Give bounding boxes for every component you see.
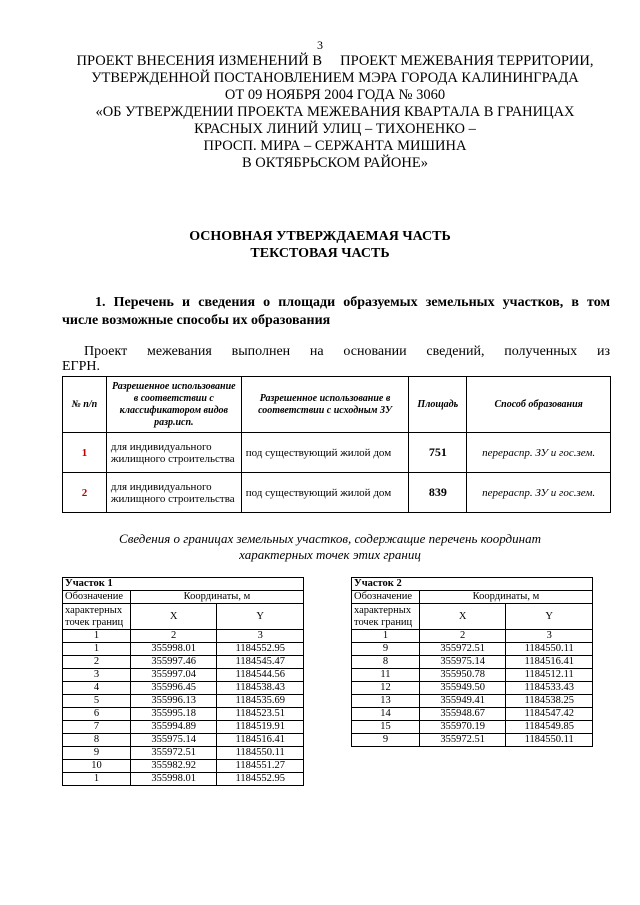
y-coordinate: 1184512.11 — [506, 669, 593, 682]
header-classifier-use: Разрешенное использование в соответствии с классификатором видов разр.исп. — [106, 377, 241, 433]
coordinate-row — [352, 682, 593, 695]
y-coordinate: 1184544.56 — [217, 669, 304, 682]
x-coordinate: 355994.89 — [130, 721, 217, 734]
coordinate-row — [352, 669, 593, 682]
coordinate-row — [63, 760, 304, 773]
header-row — [352, 604, 593, 630]
y-coordinate: 1184552.95 — [217, 773, 304, 786]
index-cell: 2 — [419, 630, 506, 643]
y-coordinate: 1184538.43 — [217, 682, 304, 695]
point-number: 8 — [63, 734, 131, 747]
intro-line: ЕГРН. — [62, 359, 101, 374]
header-num: № п/п — [63, 377, 107, 433]
row-num: 1 — [63, 433, 107, 473]
index-row — [352, 630, 593, 643]
x-coordinate: 355975.14 — [130, 734, 217, 747]
coordinate-row — [352, 734, 593, 747]
plot-1-title: Участок 1 — [63, 578, 304, 591]
title-line: УТВЕРЖДЕННОЙ ПОСТАНОВЛЕНИЕМ МЭРА ГОРОДА КАЛИНИНГРАДА — [91, 70, 579, 86]
table-row — [63, 433, 611, 473]
land-plots-table — [62, 376, 611, 513]
index-cell: 1 — [352, 630, 420, 643]
title-line: «ОБ УТВЕРЖДЕНИИ ПРОЕКТА МЕЖЕВАНИЯ КВАРТАЛА В ГРАНИЦАХ — [95, 104, 575, 120]
y-coordinate: 1184516.41 — [217, 734, 304, 747]
plot-title-row — [63, 578, 304, 591]
coordinates-header: Координаты, м — [419, 591, 592, 604]
point-number: 5 — [63, 695, 131, 708]
header-source-use: Разрешенное использование в соответствии с исходным ЗУ — [241, 377, 409, 433]
point-number: 9 — [352, 734, 420, 747]
x-coordinate: 355996.45 — [130, 682, 217, 695]
plot-2-coordinates-table — [351, 577, 593, 747]
x-coordinate: 355996.13 — [130, 695, 217, 708]
coordinates-caption — [80, 531, 580, 563]
coordinate-row — [352, 721, 593, 734]
designation-label: Обозначение — [63, 591, 131, 604]
point-number: 4 — [63, 682, 131, 695]
x-coordinate: 355998.01 — [130, 643, 217, 656]
point-number: 3 — [63, 669, 131, 682]
y-coordinate: 1184552.95 — [217, 643, 304, 656]
y-coordinate: 1184523.51 — [217, 708, 304, 721]
index-cell: 2 — [130, 630, 217, 643]
header-row — [63, 591, 304, 604]
table-row — [63, 473, 611, 513]
section-title — [0, 228, 640, 262]
coordinate-row — [63, 682, 304, 695]
row-method: перераспр. ЗУ и гос.зем. — [467, 473, 611, 513]
x-coordinate: 355982.92 — [130, 760, 217, 773]
point-number: 9 — [63, 747, 131, 760]
plot-2-body — [352, 578, 593, 643]
coordinate-row — [63, 708, 304, 721]
plot-title-row — [352, 578, 593, 591]
index-cell: 1 — [63, 630, 131, 643]
y-coordinate: 1184551.27 — [217, 760, 304, 773]
y-coordinate: 1184545.47 — [217, 656, 304, 669]
coordinate-row — [352, 643, 593, 656]
section-subtitle-line: ТЕКСТОВАЯ ЧАСТЬ — [250, 246, 390, 261]
points-label: характерных точек границ — [63, 604, 131, 630]
x-coordinate: 355995.18 — [130, 708, 217, 721]
y-coordinate: 1184550.11 — [506, 643, 593, 656]
plot-2-points — [352, 643, 593, 747]
coordinates-header: Координаты, м — [130, 591, 303, 604]
x-coordinate: 355970.19 — [419, 721, 506, 734]
row-num: 2 — [63, 473, 107, 513]
y-coordinate: 1184549.85 — [506, 721, 593, 734]
index-cell: 3 — [217, 630, 304, 643]
title-line: КРАСНЫХ ЛИНИЙ УЛИЦ – ТИХОНЕНКО – — [194, 121, 476, 137]
header-row — [352, 591, 593, 604]
row-source-use: под существующий жилой дом — [241, 433, 409, 473]
document-title — [40, 53, 630, 172]
plot-1-points — [63, 643, 304, 786]
title-line: ПРОЕКТ ВНЕСЕНИЯ ИЗМЕНЕНИЙ В ПРОЕКТ МЕЖЕВАНИЯ ТЕРРИТОРИИ, — [76, 53, 594, 69]
x-coordinate: 355950.78 — [419, 669, 506, 682]
coordinate-row — [352, 695, 593, 708]
y-coordinate: 1184519.91 — [217, 721, 304, 734]
caption-line: характерных точек этих границ — [239, 547, 421, 562]
coordinate-row — [63, 773, 304, 786]
point-number: 1 — [63, 643, 131, 656]
y-coordinate: 1184533.43 — [506, 682, 593, 695]
x-coordinate: 355997.46 — [130, 656, 217, 669]
header-method: Способ образования — [467, 377, 611, 433]
y-header: Y — [217, 604, 304, 630]
plot-2-title: Участок 2 — [352, 578, 593, 591]
x-coordinate: 355975.14 — [419, 656, 506, 669]
heading-line: числе возможные способы их образования — [62, 313, 331, 328]
point-number: 8 — [352, 656, 420, 669]
row-source-use: под существующий жилой дом — [241, 473, 409, 513]
header-area: Площадь — [409, 377, 467, 433]
y-coordinate: 1184550.11 — [217, 747, 304, 760]
y-header: Y — [506, 604, 593, 630]
y-coordinate: 1184547.42 — [506, 708, 593, 721]
x-coordinate: 355998.01 — [130, 773, 217, 786]
coordinate-row — [63, 643, 304, 656]
point-number: 9 — [352, 643, 420, 656]
row-classifier-use: для индивидуального жилищного строительства — [106, 433, 241, 473]
y-coordinate: 1184538.25 — [506, 695, 593, 708]
title-line: ОТ 09 НОЯБРЯ 2004 ГОДА № 3060 — [224, 87, 446, 103]
x-header: X — [130, 604, 217, 630]
page-number: 3 — [317, 38, 323, 52]
section-title-line: ОСНОВНАЯ УТВЕРЖДАЕМАЯ ЧАСТЬ — [189, 229, 451, 244]
row-area: 839 — [409, 473, 467, 513]
point-number: 6 — [63, 708, 131, 721]
coordinate-row — [352, 656, 593, 669]
plot-1-coordinates-table — [62, 577, 304, 786]
section-heading — [62, 294, 610, 330]
point-number: 2 — [63, 656, 131, 669]
x-coordinate: 355949.50 — [419, 682, 506, 695]
points-label: характерных точек границ — [352, 604, 420, 630]
x-header: X — [419, 604, 506, 630]
point-number: 12 — [352, 682, 420, 695]
table-header-row — [63, 377, 611, 433]
point-number: 10 — [63, 760, 131, 773]
row-classifier-use: для индивидуального жилищного строительства — [106, 473, 241, 513]
point-number: 7 — [63, 721, 131, 734]
point-number: 11 — [352, 669, 420, 682]
intro-paragraph — [62, 344, 610, 374]
designation-label: Обозначение — [352, 591, 420, 604]
x-coordinate: 355972.51 — [419, 643, 506, 656]
x-coordinate: 355972.51 — [419, 734, 506, 747]
point-number: 1 — [63, 773, 131, 786]
heading-line: 1. Перечень и сведения о площади образуемых земельных участков, в том — [95, 295, 610, 310]
coordinate-row — [63, 669, 304, 682]
x-coordinate: 355948.67 — [419, 708, 506, 721]
index-row — [63, 630, 304, 643]
title-line: В ОКТЯБРЬСКОМ РАЙОНЕ» — [242, 155, 428, 171]
point-number: 14 — [352, 708, 420, 721]
plot-1-body — [63, 578, 304, 643]
row-method: перераспр. ЗУ и гос.зем. — [467, 433, 611, 473]
caption-line: Сведения о границах земельных участков, содержащие перечень координат — [119, 531, 541, 546]
index-cell: 3 — [506, 630, 593, 643]
coordinate-row — [63, 734, 304, 747]
y-coordinate: 1184550.11 — [506, 734, 593, 747]
x-coordinate: 355949.41 — [419, 695, 506, 708]
x-coordinate: 355972.51 — [130, 747, 217, 760]
x-coordinate: 355997.04 — [130, 669, 217, 682]
y-coordinate: 1184535.69 — [217, 695, 304, 708]
point-number: 15 — [352, 721, 420, 734]
coordinate-row — [63, 695, 304, 708]
title-line: ПРОСП. МИРА – СЕРЖАНТА МИШИНА — [203, 138, 467, 154]
coordinate-row — [63, 747, 304, 760]
coordinate-row — [63, 721, 304, 734]
y-coordinate: 1184516.41 — [506, 656, 593, 669]
point-number: 13 — [352, 695, 420, 708]
coordinate-row — [63, 656, 304, 669]
intro-line: Проект межевания выполнен на основании сведений, полученных из — [84, 344, 610, 359]
coordinate-row — [352, 708, 593, 721]
row-area: 751 — [409, 433, 467, 473]
header-row — [63, 604, 304, 630]
